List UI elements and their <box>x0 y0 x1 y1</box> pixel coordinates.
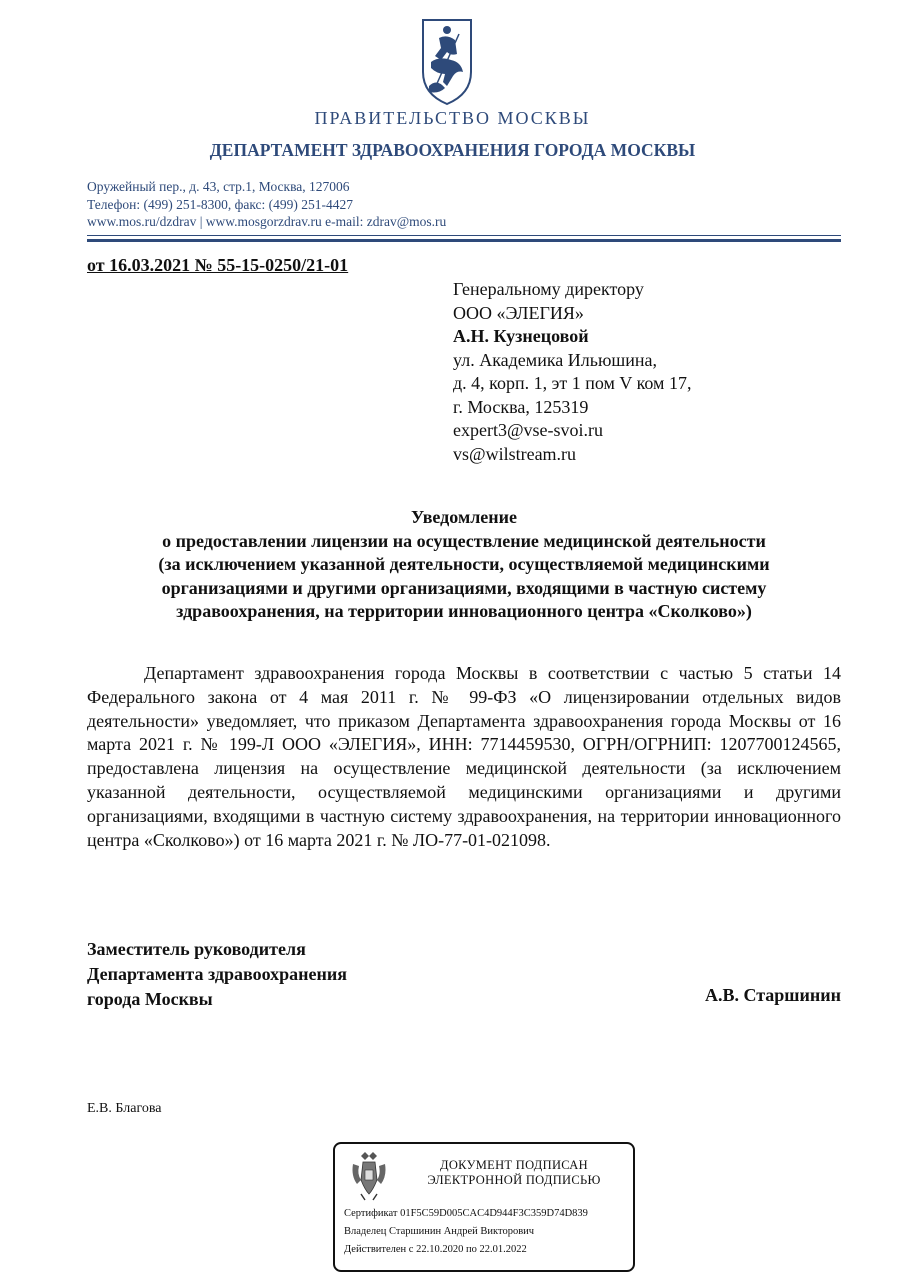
phone-line: Телефон: (499) 251-8300, факс: (499) 251-4427 <box>87 196 354 212</box>
department-heading: ДЕПАРТАМЕНТ ЗДРАВООХРАНЕНИЯ ГОРОДА МОСКВЫ <box>209 140 696 160</box>
title-line-4: организациями и другими организациями, входящими в частную систему <box>161 577 767 598</box>
signer-name: А.В. Старшинин <box>704 985 841 1005</box>
recipient-street: ул. Академика Ильюшина, <box>453 349 658 370</box>
recipient-email-2: vs@wilstream.ru <box>453 443 577 464</box>
government-heading: ПРАВИТЕЛЬСТВО МОСКВЫ <box>314 108 591 128</box>
executor-name: Е.В. Благова <box>87 1101 162 1116</box>
signer-title-3: города Москвы <box>87 989 213 1009</box>
body-paragraph: Департамент здравоохранения города Москвы в соответствии с частью 5 статьи 14 Федерального закона от 4 мая 2011 г. № 99-ФЗ «О лицензировании отдельных видов деятельности» уведомляет, что приказом Департамента здравоохранения города Москвы от 16 марта 2021 г. № 199-Л ООО «ЭЛЕГИЯ», ИНН: 7714459530, ОГРН/ОГРНИП: 1207700124565, предоставлена лицензия на осуществление медицинской деятельности (за исключением указанной деятельности, осуществляемой медицинскими организациями и другими организациями, входящими в частную систему здравоохранения, на территории инновационного центра «Сколково») от 16 марта 2021 г. № ЛО-77-01-021098. <box>87 663 841 850</box>
stamp-certificate: Сертификат 01F5C59D005CAC4D944F3C359D74D839 <box>344 1208 588 1219</box>
address-line: Оружейный пер., д. 43, стр.1, Москва, 127006 <box>87 179 350 194</box>
recipient-position: Генеральному директору <box>453 279 644 299</box>
recipient-company: ООО «ЭЛЕГИЯ» <box>453 302 584 323</box>
notice-body <box>87 662 841 852</box>
document-number: от 16.03.2021 № 55-15-0250/21-01 <box>87 255 349 275</box>
recipient-block <box>453 278 691 466</box>
stamp-title-1: ДОКУМЕНТ ПОДПИСАН <box>440 1158 588 1172</box>
header-divider-thin <box>87 235 841 236</box>
signer-block <box>87 937 347 1012</box>
title-line-1: Уведомление <box>410 507 518 527</box>
stamp-owner: Владелец Старшинин Андрей Викторович <box>344 1226 535 1237</box>
signer-title-2: Департамента здравоохранения <box>87 964 348 984</box>
web-line: www.mos.ru/dzdrav | www.mosgorzdrav.ru e-mail: zdrav@mos.ru <box>87 214 447 229</box>
recipient-name: А.Н. Кузнецовой <box>453 326 589 346</box>
header-divider-thick <box>87 239 841 242</box>
stamp-title-2: ЭЛЕКТРОННОЙ ПОДПИСЬЮ <box>427 1173 601 1187</box>
electronic-signature-stamp <box>333 1142 635 1272</box>
notice-title <box>87 506 841 624</box>
title-line-5: здравоохранения, на территории инновационного центра «Сколково») <box>176 601 752 621</box>
title-line-3: (за исключением указанной деятельности, осуществляемой медицинскими <box>158 554 770 574</box>
title-line-2: о предоставлении лицензии на осуществление медицинской деятельности <box>162 530 766 551</box>
recipient-city: г. Москва, 125319 <box>453 396 589 417</box>
russia-coat-of-arms-icon <box>347 1150 391 1202</box>
moscow-coat-of-arms-icon <box>417 16 477 106</box>
signer-title-1: Заместитель руководителя <box>87 939 306 959</box>
stamp-heading <box>405 1158 623 1188</box>
recipient-building: д. 4, корп. 1, эт 1 пом V ком 17, <box>453 373 692 393</box>
stamp-validity: Действителен с 22.10.2020 по 22.01.2022 <box>344 1244 527 1255</box>
contact-block <box>87 178 446 231</box>
recipient-email-1: expert3@vse-svoi.ru <box>453 420 604 440</box>
